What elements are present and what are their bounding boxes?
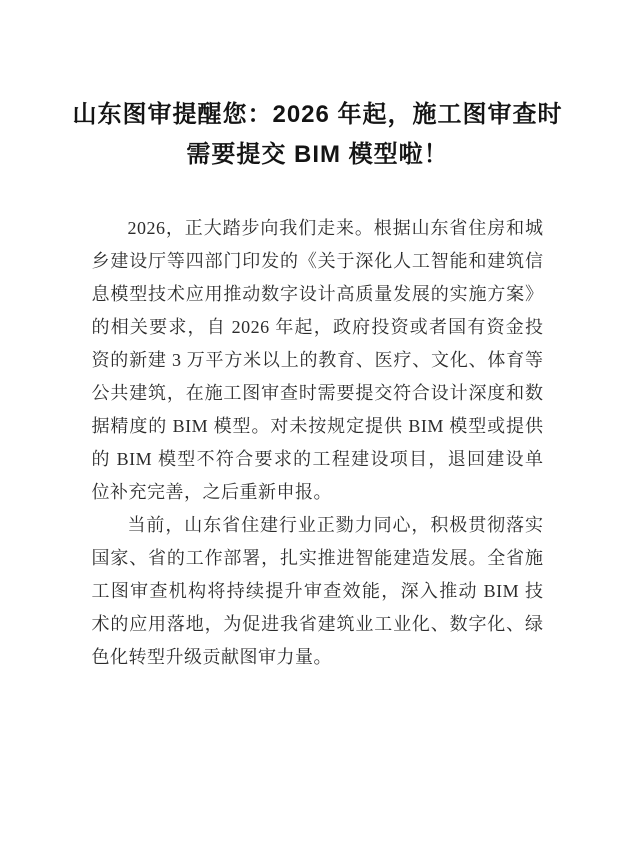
- paragraph-1: 2026，正大踏步向我们走来。根据山东省住房和城乡建设厅等四部门印发的《关于深化人工智能和建筑信息模型技术应用推动数字设计高质量发展的实施方案》的相关要求，自 2026 年起，政府投资或者国有资金投资的新建 3 万平方米以上的教育、医疗、文化、体育等公共建筑，在施工图审查时需要提交符合设计深度和数据精度的 BIM 模型。对未按规定提供 BIM 模型或提供的 BIM 模型不符合要求的工程建设项目，退回建设单位补充完善，之后重新申报。: [91, 218, 544, 502]
- paragraph-2: 当前，山东省住建行业正勠力同心，积极贯彻落实国家、省的工作部署，扎实推进智能建造发展。全省施工图审查机构将持续提升审查效能，深入推动 BIM 技术的应用落地，为促进我省建筑业工业化、数字化、绿色化转型升级贡献图审力量。: [91, 515, 544, 667]
- title-line-1: 山东图审提醒您：2026 年起，施工图审查时: [72, 101, 563, 128]
- document-body: [92, 212, 544, 674]
- title-line-2: 需要提交 BIM 模型啦！: [186, 141, 449, 168]
- document-title: [0, 95, 635, 175]
